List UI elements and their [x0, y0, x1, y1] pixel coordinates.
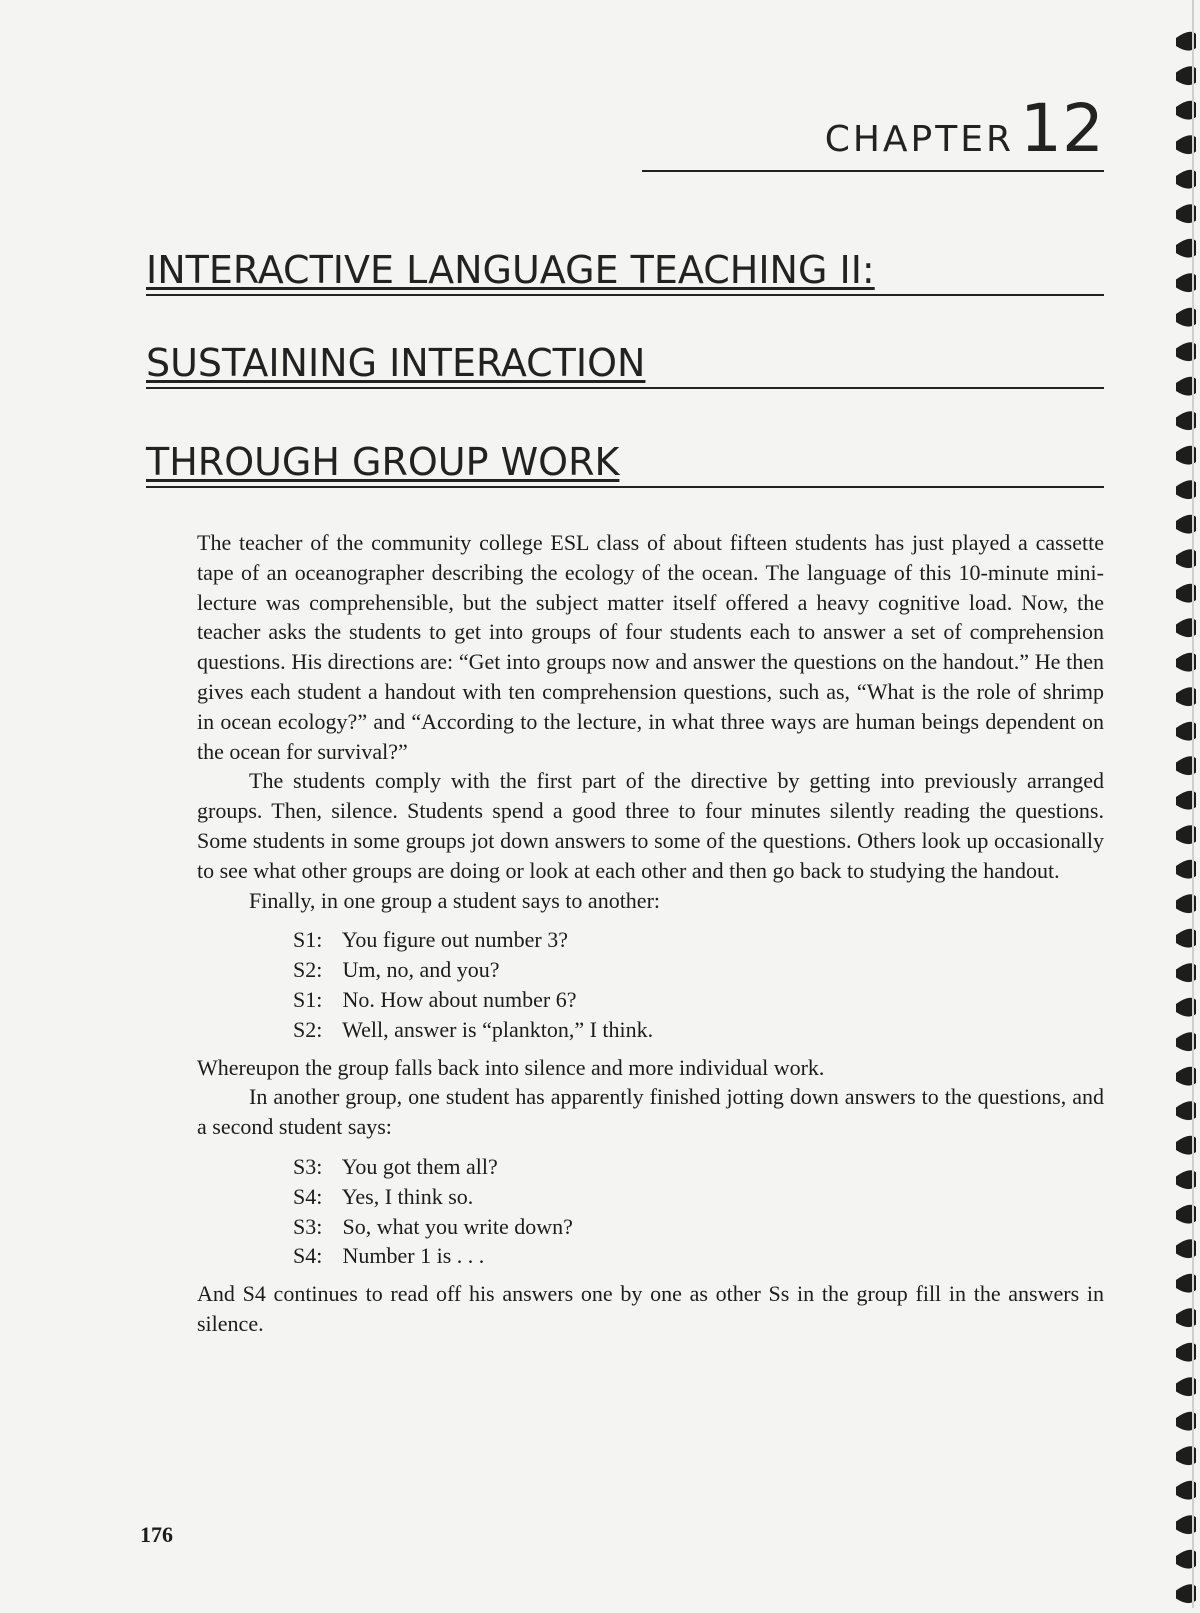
body-text: [197, 528, 1104, 1339]
utterance: No. How about number 6?: [342, 986, 577, 1012]
speaker: S2:: [293, 1016, 323, 1042]
paragraph-1: The teacher of the community college ESL class of about fifteen students has just played a cassette tape of an oceanographer describing the ecology of the ocean. The language of this 10-minute mini-lecture was comprehensible, but the subject matter itself offered a heavy cognitive load. Now, the teacher asks the students to get into groups of four students each to answer a set of comprehension questions. His directions are: “Get into groups now and answer the questions on the handout.” He then gives each student a handout with ten comprehension questions, such as, “What is the role of shrimp in ocean ecology?” and “According to the lecture, in what three ways are human beings dependent on the ocean for survival?”: [197, 530, 1104, 764]
paragraph-5: In another group, one student has apparently finished jotting down answers to the questions, and a second student says:: [197, 1084, 1104, 1140]
speaker: S1:: [293, 986, 323, 1012]
dialog-line: [293, 955, 1104, 985]
utterance: Yes, I think so.: [341, 1183, 474, 1209]
dialog-line: [293, 1212, 1104, 1242]
chapter-heading: [642, 90, 1104, 172]
chapter-label: CHAPTER: [824, 119, 1015, 160]
utterance: Um, no, and you?: [342, 957, 500, 983]
dialog-1: [197, 925, 1104, 1044]
paragraph-2: The students comply with the first part of the directive by getting into previously arranged groups. Then, silence. Students spend a good three to four minutes silently reading the questions. Some students in some groups jot down answers to some of the questions. Others look up occasionally to see what other groups are doing or look at each other and then go back to studying the handout.: [197, 768, 1104, 883]
chapter-title-line-1: INTERACTIVE LANGUAGE TEACHING II:: [146, 248, 1104, 296]
page-edge: [1192, 0, 1194, 1608]
dialog-line: [293, 1015, 1104, 1045]
dialog-line: [293, 1241, 1104, 1271]
speaker: S3:: [293, 1153, 323, 1179]
speaker: S4:: [293, 1243, 323, 1269]
dialog-line: [293, 925, 1104, 955]
utterance: You got them all?: [341, 1153, 498, 1179]
speaker: S1:: [293, 927, 323, 953]
dialog-2: [197, 1152, 1104, 1271]
chapter-number: 12: [1020, 90, 1104, 167]
utterance: You figure out number 3?: [341, 927, 568, 953]
speaker: S3:: [293, 1213, 323, 1239]
chapter-title-line-2: SUSTAINING INTERACTION: [146, 341, 1104, 389]
paragraph-6: And S4 continues to read off his answers one by one as other Ss in the group fill in the answers in silence.: [197, 1281, 1104, 1336]
dialog-line: [293, 1182, 1104, 1212]
dialog-line: [293, 985, 1104, 1015]
dialog-line: [293, 1152, 1104, 1182]
paragraph-4: Whereupon the group falls back into silence and more individual work.: [197, 1054, 825, 1080]
speaker: S2:: [293, 957, 323, 983]
page-number: 176: [140, 1522, 173, 1547]
spiral-binding: [1154, 0, 1200, 1608]
paragraph-3: Finally, in one group a student says to another:: [249, 887, 661, 913]
utterance: So, what you write down?: [342, 1213, 573, 1239]
utterance: Well, answer is “plankton,” I think.: [342, 1016, 654, 1042]
utterance: Number 1 is . . .: [342, 1243, 485, 1269]
chapter-title-line-3: THROUGH GROUP WORK: [146, 440, 1104, 488]
speaker: S4:: [293, 1183, 323, 1209]
